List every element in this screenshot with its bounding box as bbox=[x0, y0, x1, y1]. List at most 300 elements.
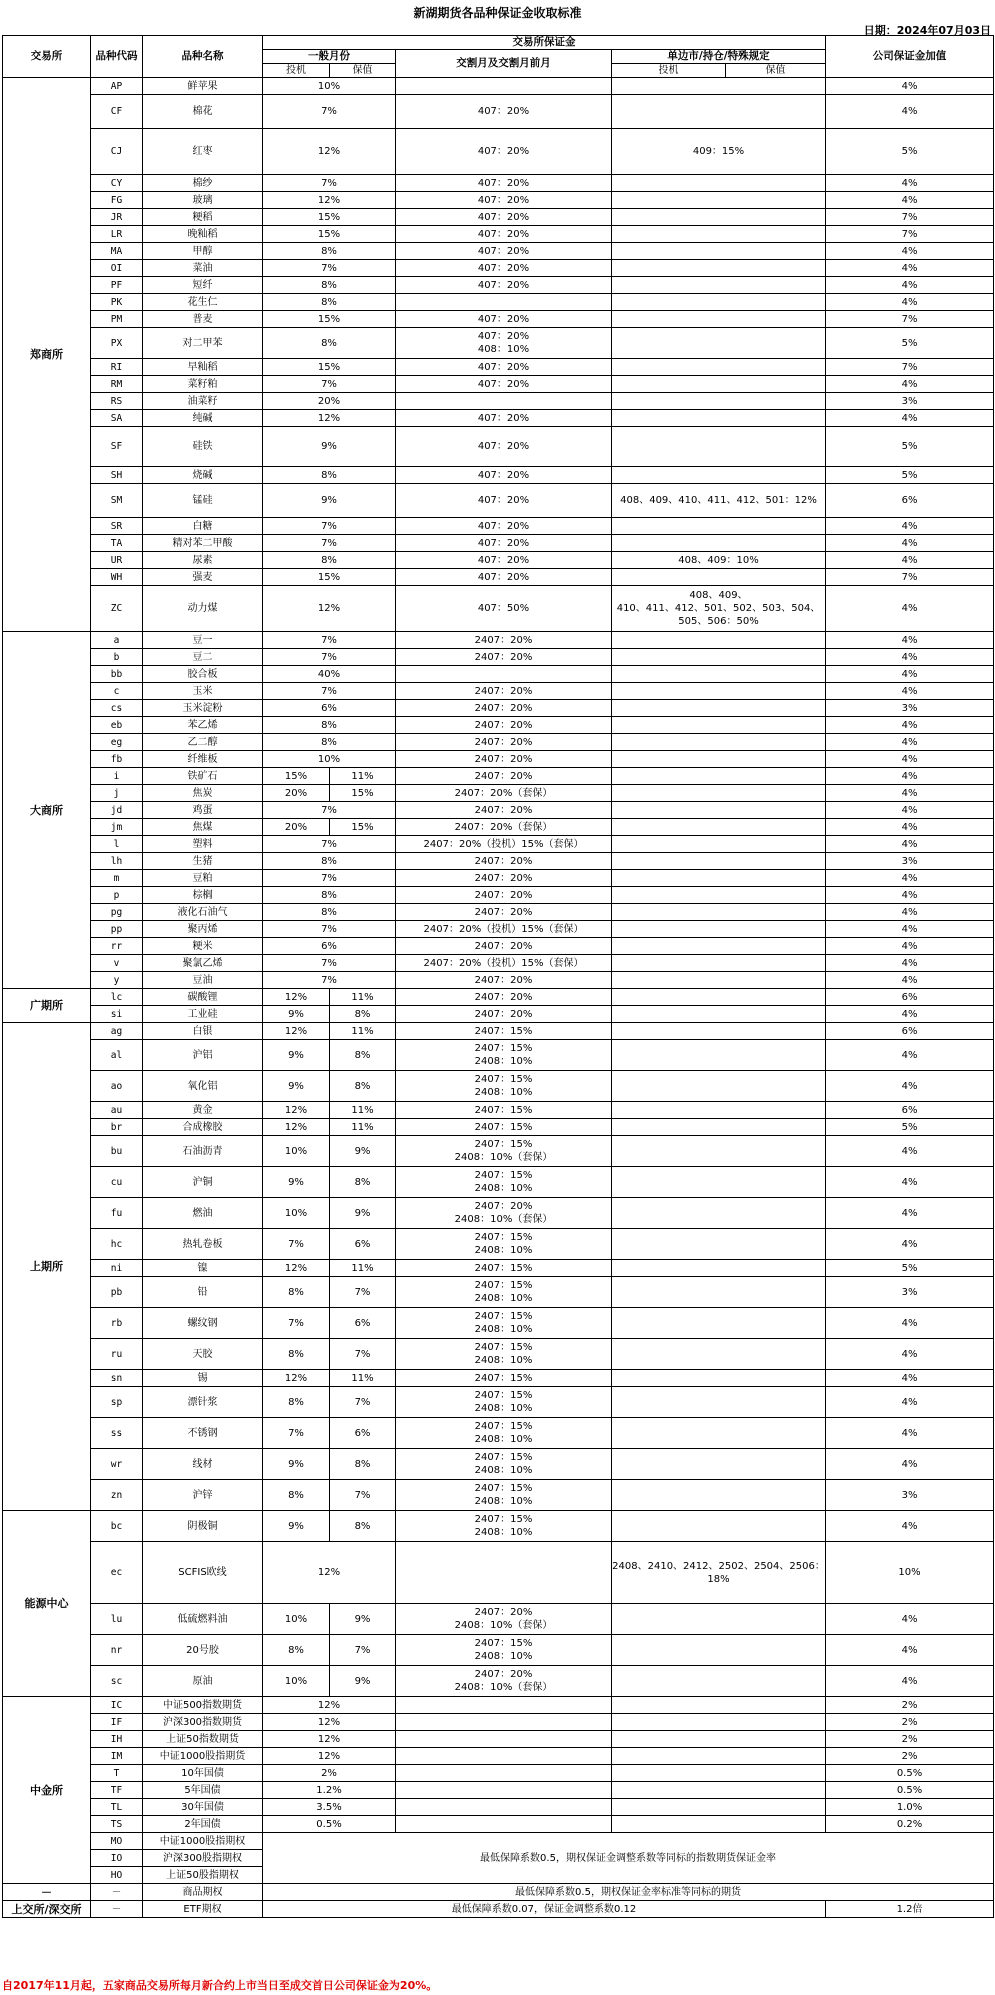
exchange-name: 郑商所 bbox=[3, 78, 91, 632]
delivery-margin: 407：20% bbox=[396, 359, 612, 376]
company-add: 4% bbox=[826, 632, 994, 649]
special-rule bbox=[612, 277, 826, 294]
product-code: ss bbox=[91, 1418, 143, 1449]
product-code: l bbox=[91, 836, 143, 853]
product-name: 聚氯乙烯 bbox=[143, 955, 263, 972]
normal-spec: 9% bbox=[263, 1167, 330, 1198]
table-row bbox=[3, 1511, 994, 1542]
table-row bbox=[3, 785, 994, 802]
product-name: 鲜苹果 bbox=[143, 78, 263, 95]
product-name: SCFIS欧线 bbox=[143, 1542, 263, 1604]
normal-margin: 8% bbox=[263, 277, 396, 294]
delivery-margin: 407：20% bbox=[396, 467, 612, 484]
product-code: IF bbox=[91, 1714, 143, 1731]
normal-hedge: 8% bbox=[330, 1167, 396, 1198]
product-name: 对二甲苯 bbox=[143, 328, 263, 359]
product-name: 焦炭 bbox=[143, 785, 263, 802]
special-rule: 408、409、410、411、412、501：12% bbox=[612, 484, 826, 518]
normal-spec: 8% bbox=[263, 1387, 330, 1418]
table-row bbox=[3, 836, 994, 853]
company-add: 4% bbox=[826, 972, 994, 989]
product-code: FG bbox=[91, 192, 143, 209]
special-rule bbox=[612, 569, 826, 586]
product-code: a bbox=[91, 632, 143, 649]
product-name: 铅 bbox=[143, 1277, 263, 1308]
special-rule bbox=[612, 1229, 826, 1260]
special-rule bbox=[612, 359, 826, 376]
company-add: 3% bbox=[826, 853, 994, 870]
product-code: LR bbox=[91, 226, 143, 243]
delivery-margin: 2407：20%（套保） bbox=[396, 819, 612, 836]
product-code: SF bbox=[91, 427, 143, 467]
company-add: 4% bbox=[826, 751, 994, 768]
table-row bbox=[3, 666, 994, 683]
company-add: 4% bbox=[826, 535, 994, 552]
product-code: MA bbox=[91, 243, 143, 260]
col-name: 品种名称 bbox=[143, 36, 263, 78]
product-name: 中证500指数期货 bbox=[143, 1697, 263, 1714]
delivery-margin: 2407：20% bbox=[396, 700, 612, 717]
normal-margin: 8% bbox=[263, 734, 396, 751]
company-add: 7% bbox=[826, 569, 994, 586]
company-add: 4% bbox=[826, 1449, 994, 1480]
normal-hedge: 8% bbox=[330, 1071, 396, 1102]
normal-margin: 7% bbox=[263, 632, 396, 649]
product-code: ao bbox=[91, 1071, 143, 1102]
delivery-margin: 407：20% bbox=[396, 129, 612, 175]
table-row bbox=[3, 535, 994, 552]
company-add: 4% bbox=[826, 1418, 994, 1449]
table-row bbox=[3, 410, 994, 427]
company-add: 4% bbox=[826, 802, 994, 819]
normal-hedge: 15% bbox=[330, 785, 396, 802]
product-code: IH bbox=[91, 1731, 143, 1748]
product-code: ag bbox=[91, 1023, 143, 1040]
product-code: fu bbox=[91, 1198, 143, 1229]
normal-spec: 20% bbox=[263, 819, 330, 836]
product-name: 豆一 bbox=[143, 632, 263, 649]
product-code: ZC bbox=[91, 586, 143, 632]
special-rule bbox=[612, 887, 826, 904]
product-code: － bbox=[91, 1901, 143, 1918]
delivery-margin: 2407：20% bbox=[396, 734, 612, 751]
product-name: 棉纱 bbox=[143, 175, 263, 192]
product-code: TS bbox=[91, 1816, 143, 1833]
delivery-margin: 407：50% bbox=[396, 586, 612, 632]
product-name: 不锈钢 bbox=[143, 1418, 263, 1449]
normal-hedge: 11% bbox=[330, 1023, 396, 1040]
product-name: 阴极铜 bbox=[143, 1511, 263, 1542]
normal-spec: 15% bbox=[263, 768, 330, 785]
product-code: WH bbox=[91, 569, 143, 586]
normal-margin: 12% bbox=[263, 410, 396, 427]
special-rule bbox=[612, 1136, 826, 1167]
company-add: 0.5% bbox=[826, 1765, 994, 1782]
product-name: 油菜籽 bbox=[143, 393, 263, 410]
delivery-margin: 2407：15% 2408：10% bbox=[396, 1480, 612, 1511]
company-add: 3% bbox=[826, 393, 994, 410]
product-code: ec bbox=[91, 1542, 143, 1604]
normal-margin: 7% bbox=[263, 649, 396, 666]
special-rule bbox=[612, 1040, 826, 1071]
table-row bbox=[3, 1136, 994, 1167]
product-name: 石油沥青 bbox=[143, 1136, 263, 1167]
special-rule bbox=[612, 1308, 826, 1339]
special-rule bbox=[612, 427, 826, 467]
special-rule bbox=[612, 243, 826, 260]
product-code: j bbox=[91, 785, 143, 802]
table-row bbox=[3, 1339, 994, 1370]
normal-spec: 10% bbox=[263, 1136, 330, 1167]
margin-table-body bbox=[3, 78, 994, 1918]
special-rule bbox=[612, 666, 826, 683]
table-row bbox=[3, 467, 994, 484]
delivery-margin: 407：20% bbox=[396, 209, 612, 226]
table-row bbox=[3, 1260, 994, 1277]
product-code: pg bbox=[91, 904, 143, 921]
special-rule bbox=[612, 294, 826, 311]
product-code: HO bbox=[91, 1867, 143, 1884]
company-add: 4% bbox=[826, 552, 994, 569]
normal-margin: 7% bbox=[263, 95, 396, 129]
delivery-margin bbox=[396, 1714, 612, 1731]
special-rule bbox=[612, 734, 826, 751]
company-add: 4% bbox=[826, 1370, 994, 1387]
normal-spec: 9% bbox=[263, 1040, 330, 1071]
delivery-margin bbox=[396, 78, 612, 95]
product-code: al bbox=[91, 1040, 143, 1071]
delivery-margin: 2407：15% bbox=[396, 1023, 612, 1040]
table-row bbox=[3, 1731, 994, 1748]
special-rule bbox=[612, 972, 826, 989]
table-row bbox=[3, 632, 994, 649]
product-name: 纤维板 bbox=[143, 751, 263, 768]
table-row bbox=[3, 586, 994, 632]
product-name: 中证1000股指期权 bbox=[143, 1833, 263, 1850]
company-add: 7% bbox=[826, 226, 994, 243]
product-code: v bbox=[91, 955, 143, 972]
product-code: IM bbox=[91, 1748, 143, 1765]
special-rule bbox=[612, 1102, 826, 1119]
company-add: 5% bbox=[826, 328, 994, 359]
special-rule bbox=[612, 717, 826, 734]
company-add: 7% bbox=[826, 311, 994, 328]
product-name: 热轧卷板 bbox=[143, 1229, 263, 1260]
special-rule bbox=[612, 1370, 826, 1387]
special-rule bbox=[612, 768, 826, 785]
product-name: 豆二 bbox=[143, 649, 263, 666]
table-row bbox=[3, 376, 994, 393]
table-row bbox=[3, 1765, 994, 1782]
product-code: bc bbox=[91, 1511, 143, 1542]
col-code: 品种代码 bbox=[91, 36, 143, 78]
margin-table bbox=[2, 35, 994, 1918]
special-rule bbox=[612, 632, 826, 649]
company-add: 4% bbox=[826, 955, 994, 972]
normal-hedge: 8% bbox=[330, 1040, 396, 1071]
normal-margin: 12% bbox=[263, 1731, 396, 1748]
company-add: 4% bbox=[826, 260, 994, 277]
normal-spec: 8% bbox=[263, 1635, 330, 1666]
product-code: sn bbox=[91, 1370, 143, 1387]
normal-hedge: 8% bbox=[330, 1006, 396, 1023]
normal-margin: 20% bbox=[263, 393, 396, 410]
delivery-margin bbox=[396, 393, 612, 410]
product-code: jm bbox=[91, 819, 143, 836]
company-add: 4% bbox=[826, 734, 994, 751]
delivery-margin: 407：20% bbox=[396, 427, 612, 467]
col-special: 单边市/持仓/特殊规定 bbox=[612, 50, 826, 64]
sheet-title: 新湖期货各品种保证金收取标准 bbox=[413, 6, 582, 20]
delivery-margin bbox=[396, 1799, 612, 1816]
normal-hedge: 9% bbox=[330, 1666, 396, 1697]
delivery-margin: 2407：20% bbox=[396, 768, 612, 785]
normal-margin: 12% bbox=[263, 129, 396, 175]
normal-spec: 20% bbox=[263, 785, 330, 802]
table-row bbox=[3, 1901, 994, 1918]
company-add: 4% bbox=[826, 1167, 994, 1198]
normal-margin: 7% bbox=[263, 175, 396, 192]
special-rule bbox=[612, 1731, 826, 1748]
product-name: 玉米淀粉 bbox=[143, 700, 263, 717]
product-name: ETF期权 bbox=[143, 1901, 263, 1918]
special-rule bbox=[612, 1006, 826, 1023]
product-name: 10年国债 bbox=[143, 1765, 263, 1782]
product-name: 漂针浆 bbox=[143, 1387, 263, 1418]
product-name: 精对苯二甲酸 bbox=[143, 535, 263, 552]
product-code: m bbox=[91, 870, 143, 887]
table-row bbox=[3, 95, 994, 129]
table-row bbox=[3, 1229, 994, 1260]
delivery-margin: 2407：15% bbox=[396, 1260, 612, 1277]
special-rule bbox=[612, 1167, 826, 1198]
table-row bbox=[3, 1167, 994, 1198]
delivery-margin bbox=[396, 1697, 612, 1714]
normal-margin: 3.5% bbox=[263, 1799, 396, 1816]
company-add: 2% bbox=[826, 1731, 994, 1748]
normal-spec: 7% bbox=[263, 1229, 330, 1260]
product-code: RM bbox=[91, 376, 143, 393]
special-rule bbox=[612, 78, 826, 95]
company-add: 6% bbox=[826, 1023, 994, 1040]
special-rule bbox=[612, 1023, 826, 1040]
product-name: 2年国债 bbox=[143, 1816, 263, 1833]
product-code: CF bbox=[91, 95, 143, 129]
product-code: ni bbox=[91, 1260, 143, 1277]
special-rule bbox=[612, 1604, 826, 1635]
normal-spec: 9% bbox=[263, 1006, 330, 1023]
delivery-margin: 2407：15% 2408：10% bbox=[396, 1339, 612, 1370]
normal-margin: 8% bbox=[263, 904, 396, 921]
col-special-spec: 投机 bbox=[612, 64, 726, 78]
company-add: 3% bbox=[826, 700, 994, 717]
table-row bbox=[3, 1666, 994, 1697]
special-rule: 2408、2410、2412、2502、2504、2506： 18% bbox=[612, 1542, 826, 1604]
delivery-margin: 2407：15% 2408：10% bbox=[396, 1277, 612, 1308]
company-add: 4% bbox=[826, 1308, 994, 1339]
product-code: CJ bbox=[91, 129, 143, 175]
company-add: 4% bbox=[826, 836, 994, 853]
table-row bbox=[3, 1635, 994, 1666]
delivery-margin bbox=[396, 1731, 612, 1748]
product-name: 普麦 bbox=[143, 311, 263, 328]
company-add: 5% bbox=[826, 129, 994, 175]
table-row bbox=[3, 1370, 994, 1387]
product-code: zn bbox=[91, 1480, 143, 1511]
product-name: 沪深300指数期货 bbox=[143, 1714, 263, 1731]
delivery-margin: 407：20% bbox=[396, 376, 612, 393]
product-name: 鸡蛋 bbox=[143, 802, 263, 819]
table-row bbox=[3, 1480, 994, 1511]
product-name: 螺纹钢 bbox=[143, 1308, 263, 1339]
normal-margin: 7% bbox=[263, 972, 396, 989]
product-name: 中证1000股指期货 bbox=[143, 1748, 263, 1765]
normal-hedge: 11% bbox=[330, 1370, 396, 1387]
special-rule bbox=[612, 1666, 826, 1697]
product-name: 甲醇 bbox=[143, 243, 263, 260]
product-name: 工业硅 bbox=[143, 1006, 263, 1023]
normal-margin: 7% bbox=[263, 683, 396, 700]
product-code: PM bbox=[91, 311, 143, 328]
table-row bbox=[3, 819, 994, 836]
company-add: 4% bbox=[826, 410, 994, 427]
normal-spec: 8% bbox=[263, 1480, 330, 1511]
table-row bbox=[3, 311, 994, 328]
table-row bbox=[3, 1418, 994, 1449]
table-row bbox=[3, 1198, 994, 1229]
normal-margin: 8% bbox=[263, 887, 396, 904]
delivery-margin: 2407：20%（投机）15%（套保） bbox=[396, 921, 612, 938]
normal-margin: 7% bbox=[263, 921, 396, 938]
company-add: 4% bbox=[826, 1635, 994, 1666]
product-code: bb bbox=[91, 666, 143, 683]
special-rule bbox=[612, 683, 826, 700]
company-add: 4% bbox=[826, 785, 994, 802]
delivery-margin: 2407：20% bbox=[396, 989, 612, 1006]
table-row bbox=[3, 175, 994, 192]
table-row bbox=[3, 243, 994, 260]
product-code: SA bbox=[91, 410, 143, 427]
special-rule bbox=[612, 1071, 826, 1102]
normal-margin: 9% bbox=[263, 427, 396, 467]
table-row bbox=[3, 1799, 994, 1816]
company-add: 7% bbox=[826, 209, 994, 226]
normal-spec: 12% bbox=[263, 1119, 330, 1136]
normal-margin: 8% bbox=[263, 552, 396, 569]
table-row bbox=[3, 1387, 994, 1418]
product-code: rr bbox=[91, 938, 143, 955]
normal-margin: 7% bbox=[263, 535, 396, 552]
company-add: 4% bbox=[826, 294, 994, 311]
company-add: 5% bbox=[826, 467, 994, 484]
special-rule bbox=[612, 921, 826, 938]
normal-hedge: 11% bbox=[330, 768, 396, 785]
delivery-margin: 2407：15% 2408：10% bbox=[396, 1449, 612, 1480]
normal-margin: 7% bbox=[263, 955, 396, 972]
normal-hedge: 11% bbox=[330, 1260, 396, 1277]
company-add: 4% bbox=[826, 192, 994, 209]
special-rule bbox=[612, 1697, 826, 1714]
normal-margin: 7% bbox=[263, 518, 396, 535]
special-rule bbox=[612, 836, 826, 853]
product-code: SM bbox=[91, 484, 143, 518]
normal-margin: 15% bbox=[263, 311, 396, 328]
delivery-margin bbox=[396, 1542, 612, 1604]
product-name: 聚丙烯 bbox=[143, 921, 263, 938]
product-code: JR bbox=[91, 209, 143, 226]
product-code: pp bbox=[91, 921, 143, 938]
special-rule bbox=[612, 751, 826, 768]
special-rule bbox=[612, 649, 826, 666]
delivery-margin: 407：20% bbox=[396, 95, 612, 129]
product-code: RS bbox=[91, 393, 143, 410]
delivery-margin: 2407：20% bbox=[396, 802, 612, 819]
table-row bbox=[3, 1816, 994, 1833]
product-code: － bbox=[91, 1884, 143, 1901]
product-name: 5年国债 bbox=[143, 1782, 263, 1799]
product-code: OI bbox=[91, 260, 143, 277]
table-row bbox=[3, 484, 994, 518]
normal-margin: 8% bbox=[263, 467, 396, 484]
product-name: 上证50指数期货 bbox=[143, 1731, 263, 1748]
product-name: 黄金 bbox=[143, 1102, 263, 1119]
product-code: lh bbox=[91, 853, 143, 870]
delivery-margin: 2407：15% 2408：10% bbox=[396, 1071, 612, 1102]
product-code: pb bbox=[91, 1277, 143, 1308]
product-code: hc bbox=[91, 1229, 143, 1260]
delivery-margin: 407：20% bbox=[396, 518, 612, 535]
col-hedge: 保值 bbox=[330, 64, 396, 78]
product-code: si bbox=[91, 1006, 143, 1023]
delivery-margin: 2407：15% 2408：10% bbox=[396, 1308, 612, 1339]
product-code: PF bbox=[91, 277, 143, 294]
table-row bbox=[3, 717, 994, 734]
product-name: 烧碱 bbox=[143, 467, 263, 484]
product-code: lu bbox=[91, 1604, 143, 1635]
delivery-margin bbox=[396, 1782, 612, 1799]
normal-margin: 12% bbox=[263, 1714, 396, 1731]
special-rule bbox=[612, 393, 826, 410]
normal-hedge: 9% bbox=[330, 1604, 396, 1635]
delivery-margin: 407：20% bbox=[396, 243, 612, 260]
table-row bbox=[3, 1697, 994, 1714]
delivery-margin: 2407：20% 2408：10%（套保） bbox=[396, 1198, 612, 1229]
table-row bbox=[3, 1277, 994, 1308]
company-add: 4% bbox=[826, 666, 994, 683]
delivery-margin: 407：20% bbox=[396, 552, 612, 569]
table-row bbox=[3, 226, 994, 243]
product-code: cu bbox=[91, 1167, 143, 1198]
product-name: 短纤 bbox=[143, 277, 263, 294]
product-name: 粳米 bbox=[143, 938, 263, 955]
normal-margin: 15% bbox=[263, 226, 396, 243]
special-rule bbox=[612, 1816, 826, 1833]
table-row bbox=[3, 1714, 994, 1731]
table-row bbox=[3, 921, 994, 938]
delivery-margin: 2407：20% bbox=[396, 904, 612, 921]
company-add: 4% bbox=[826, 1387, 994, 1418]
col-spec: 投机 bbox=[263, 64, 330, 78]
table-row bbox=[3, 649, 994, 666]
product-code: cs bbox=[91, 700, 143, 717]
table-row bbox=[3, 328, 994, 359]
company-add: 4% bbox=[826, 518, 994, 535]
product-code: lc bbox=[91, 989, 143, 1006]
col-special-hedge: 保值 bbox=[726, 64, 826, 78]
normal-hedge: 7% bbox=[330, 1339, 396, 1370]
company-add: 4% bbox=[826, 870, 994, 887]
table-row bbox=[3, 938, 994, 955]
